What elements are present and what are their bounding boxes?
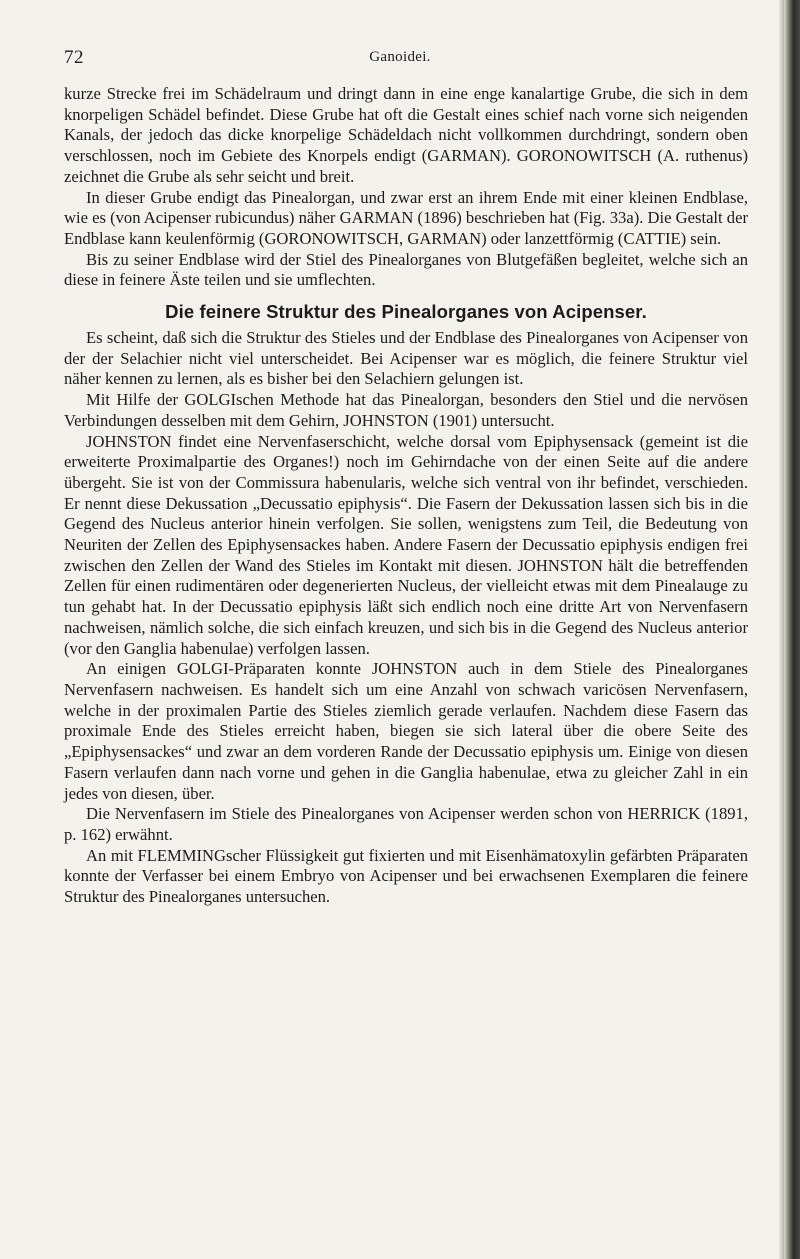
paragraph: An einigen GOLGI-Präparaten konnte JOHNSTON auch in dem Stiele des Pinealorganes Nervenfasern nachweisen. Es handelt sich um eine Anzahl von schwach varicösen Nervenfasern, welche in der proximalen Partie des Stieles ziemlich gerade verlaufen. Nachdem diese Fasern das proximale Ende des Stieles erreicht haben, biegen sie sich lateral über die obere Seite des „Epiphysensackes“ und zwar an dem vorderen Rande der Decussatio epiphysis um. Einige von diesen Fasern verlaufen dann nach vorne und gehen in die Ganglia habenulae, etwa zu gleicher Zahl in ein jedes von diesen, über. <box>64 659 748 803</box>
paragraph: Mit Hilfe der GOLGIschen Methode hat das Pinealorgan, besonders den Stiel und die nervösen Verbindungen desselben mit dem Gehirn, JOHNSTON (1901) untersucht. <box>64 390 748 430</box>
paragraph: JOHNSTON findet eine Nervenfaserschicht, welche dorsal vom Epiphysensack (gemeint ist die erweiterte Proximalpartie des Organes!) noch im Gehirndache von der einen Seite auf die andere übergeht. Sie ist von der Commissura habenularis, welche sich ventral von ihr befindet, verschieden. Er nennt diese Dekussation „Decussatio epiphysis“. Die Fasern der Dekussation lassen sich bis in die Gegend des Nucleus anterior hinein verfolgen. Sie sollen, wenigstens zum Teil, die Bedeutung von Neuriten der Zellen des Epiphysensackes haben. Andere Fasern der Decussatio epiphysis endigen frei zwischen den Zellen der Wand des Stieles im Kontakt mit diesen. JOHNSTON hält die betreffenden Zellen für einen rudimentären oder degenerierten Nucleus, der vielleicht etwas mit dem Pinealauge zu tun gehabt hat. In der Decussatio epiphysis läßt sich endlich noch eine dritte Art von Nervenfasern nachweisen, nämlich solche, die sich einfach kreuzen, und sich bis in die Gegend des Nucleus anterior (vor den Ganglia habenulae) verfolgen lassen. <box>64 431 748 658</box>
book-binding-edge <box>784 0 800 1259</box>
paragraph: Es scheint, daß sich die Struktur des Stieles und der Endblase des Pinealorganes von Acipenser von der der Selachier nicht viel unterscheidet. Bei Acipenser war es möglich, die feinere Struktur viel näher kennen zu lernen, als es bisher bei den Selachiern gelungen ist. <box>64 328 748 389</box>
body-text <box>64 84 748 908</box>
paragraph: In dieser Grube endigt das Pinealorgan, und zwar erst an ihrem Ende mit einer kleinen Endblase, wie es (von Acipenser rubicundus) näher GARMAN (1896) beschrieben hat (Fig. 33a). Die Gestalt der Endblase kann keulenförmig (GORONOWITSCH, GARMAN) oder lanzettförmig (CATTIE) sein. <box>64 187 748 248</box>
paragraph: Die Nervenfasern im Stiele des Pinealorganes von Acipenser werden schon von HERRICK (1891, p. 162) erwähnt. <box>64 804 748 844</box>
page-number: 72 <box>64 47 84 68</box>
paragraph: kurze Strecke frei im Schädelraum und dringt dann in eine enge kanalartige Grube, die sich in dem knorpeligen Schädel befindet. Diese Grube hat oft die Gestalt eines schief nach vorne sich neigenden Kanals, der jedoch das dicke knorpelige Schädeldach nicht vollkommen durchdringt, sondern oben verschlossen, noch im Gebiete des Knorpels endigt (GARMAN). GORONOWITSCH (A. ruthenus) zeichnet die Grube als sehr seicht und breit. <box>64 84 748 186</box>
paragraph: Bis zu seiner Endblase wird der Stiel des Pinealorganes von Blutgefäßen begleitet, welche sich an diese in feinere Äste teilen und sie umflechten. <box>64 249 748 290</box>
running-title: Ganoidei. <box>369 49 431 65</box>
section-heading: Die feinere Struktur des Pinealorganes von Acipenser. <box>165 301 647 323</box>
page-header <box>0 47 800 71</box>
paragraph: An mit FLEMMINGscher Flüssigkeit gut fixierten und mit Eisenhämatoxylin gefärbten Präparaten konnte der Verfasser bei einem Embryo von Acipenser und bei erwachsenen Exemplaren die feinere Struktur des Pinealorganes untersuchen. <box>64 845 748 907</box>
